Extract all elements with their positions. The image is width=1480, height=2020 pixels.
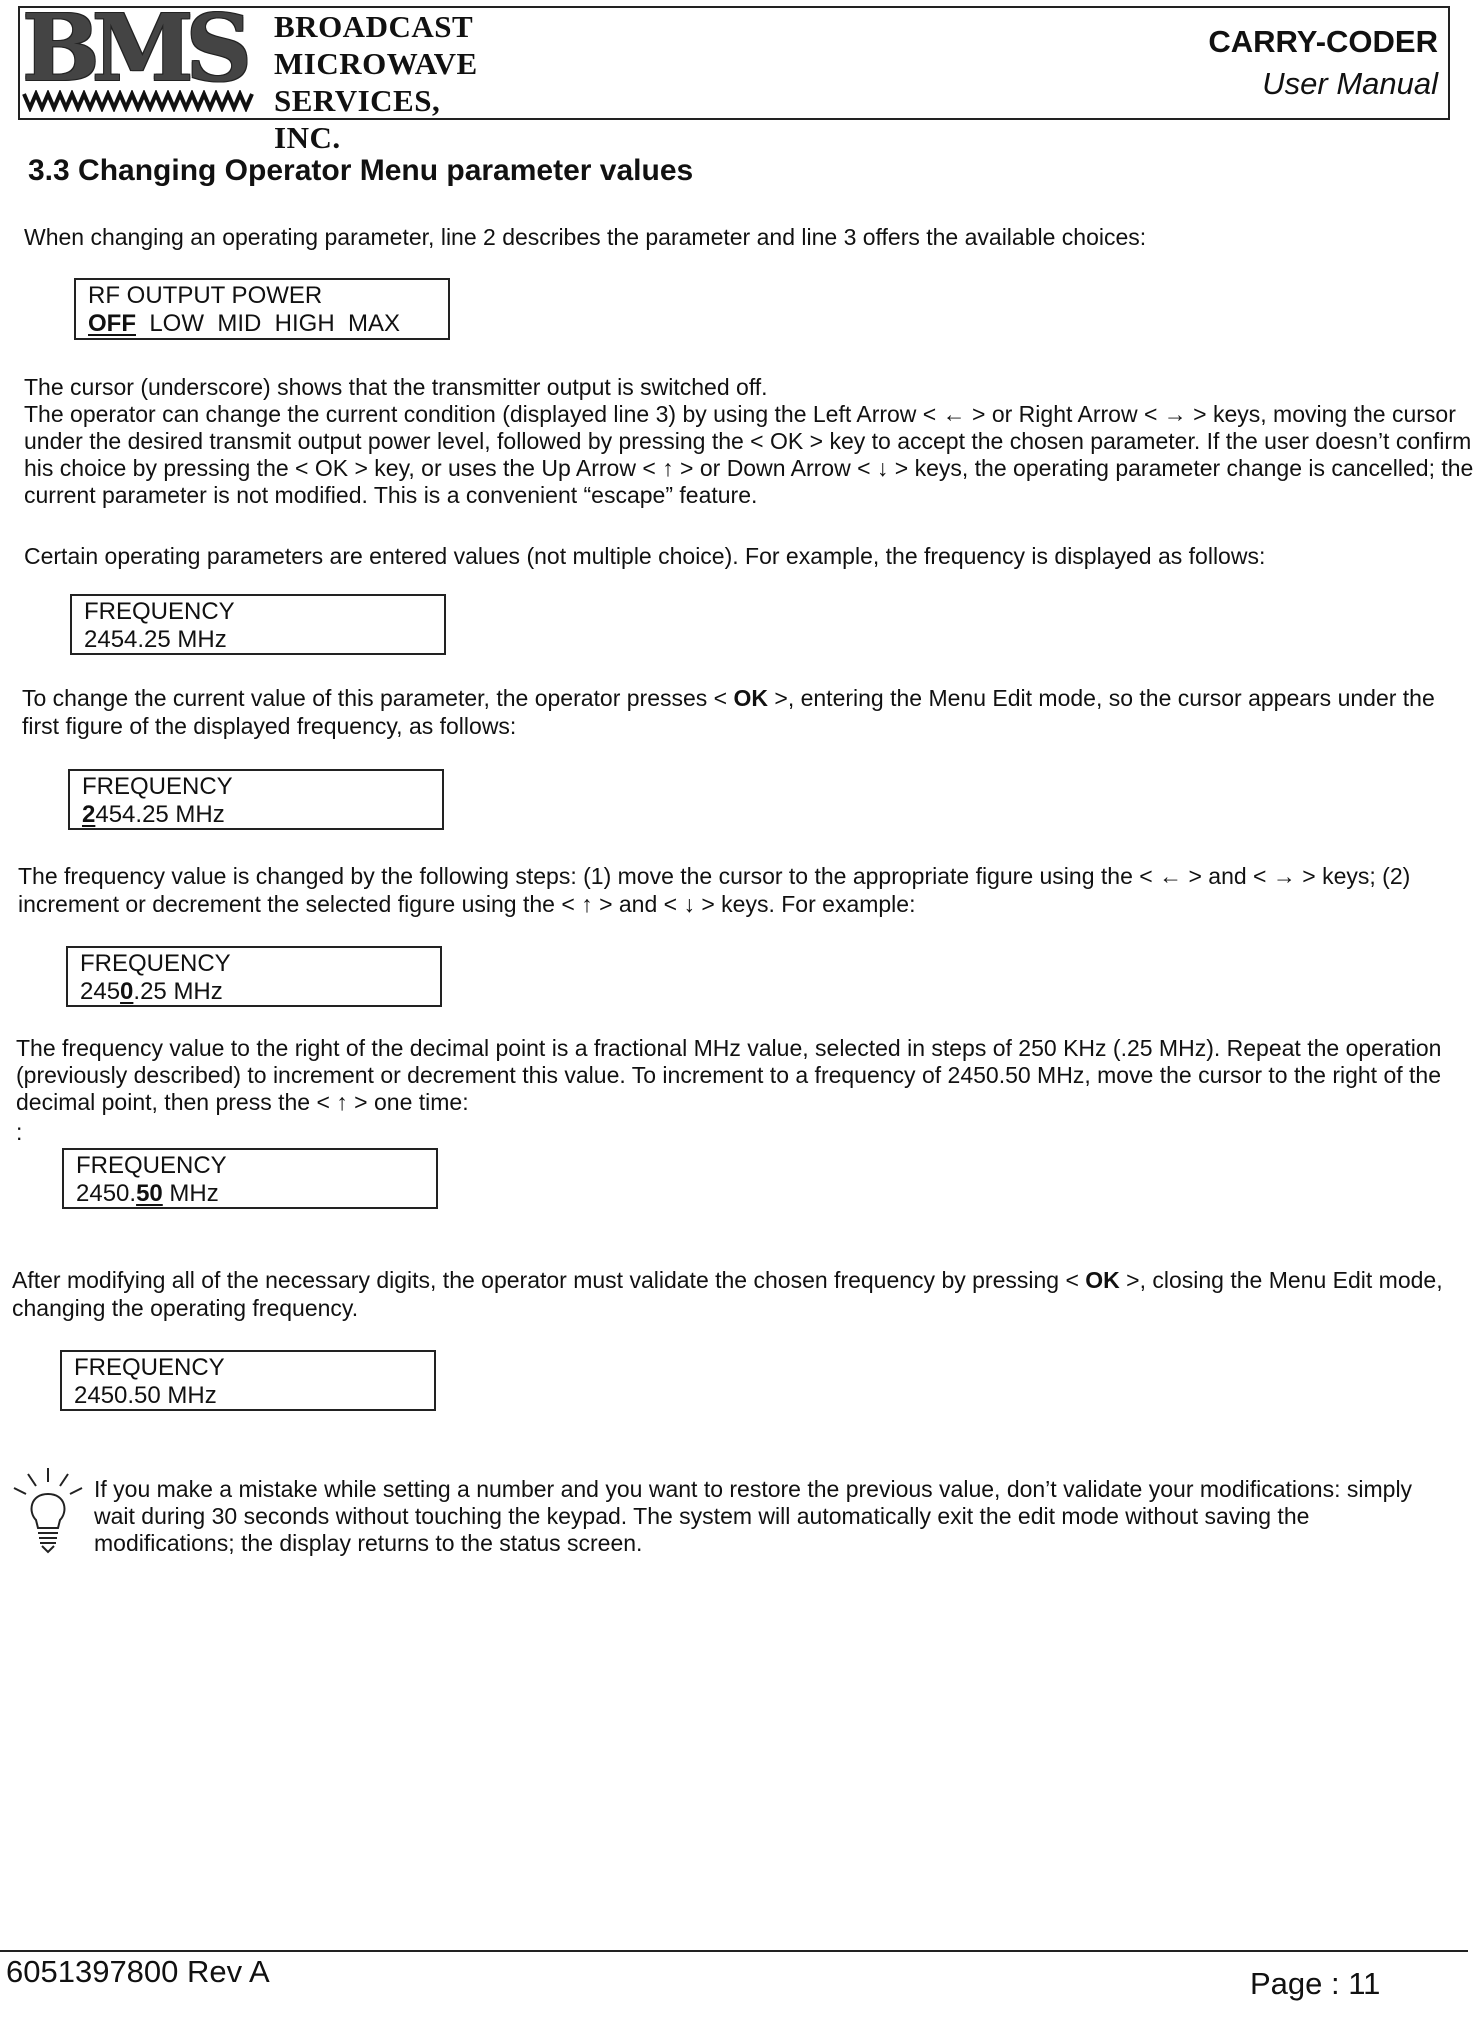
bms-logo (22, 0, 502, 155)
colon-mark: : (16, 1119, 23, 1145)
lcd-line-1: FREQUENCY (76, 1152, 227, 1179)
lcd-text-post: .25 MHz (133, 978, 223, 1005)
lightbulb-icon (8, 1466, 88, 1554)
product-name: CARRY-CODER (1208, 24, 1438, 59)
lcd-frequency-edit-digit (66, 946, 442, 1007)
ok-key-label: OK (1085, 1267, 1120, 1293)
lcd-line-2 (80, 978, 440, 1006)
section-title: 3.3 Changing Operator Menu parameter values (28, 154, 694, 187)
lcd-line-1: FREQUENCY (84, 598, 235, 625)
logo-letters: BMS (22, 0, 245, 102)
lcd-text-post: MHz (162, 1180, 219, 1207)
lcd-frequency-initial (70, 594, 446, 655)
edit-text-post: >, entering the Menu Edit mode, so the cursor appears under the first figure of the displayed frequency, as follows: (22, 685, 1435, 739)
header-right (1208, 20, 1438, 104)
lcd-line-1: FREQUENCY (74, 1354, 225, 1381)
lcd-frequency-edit-first (68, 769, 444, 830)
lcd-rf-output-power (74, 278, 450, 340)
lcd-line-1: FREQUENCY (80, 950, 231, 977)
lcd-line-2: 2450.50 MHz (74, 1382, 217, 1409)
lcd-line-1: FREQUENCY (82, 773, 233, 800)
cursor-paragraph: The cursor (underscore) shows that the transmitter output is switched off. (24, 374, 768, 400)
fractional-paragraph: The frequency value to the right of the decimal point is a fractional MHz value, selected in steps of 250 KHz (.25 MHz). Repeat the operation (previously described) to increment or decrement this value. To increment to a frequency of 2450.50 MHz, move the cursor to the right of the decimal point, then press the < ↑ > one time: (16, 1035, 1442, 1115)
arrows-paragraph: The operator can change the current condition (displayed line 3) by using the Left Arrow < ← > or Right Arrow < → > keys, moving the cursor under the desired transmit output power level, followed by pressing the < OK > key to accept the chosen parameter. If the user doesn’t confirm his choice by pressing the < OK > key, or uses the Up Arrow < ↑ > or Down Arrow < ↓ > keys, the operating parameter change is cancelled; the current parameter is not modified. This is a convenient “escape” feature. (24, 401, 1474, 508)
ok-key-label: OK (733, 685, 768, 711)
lcd-cursor: OFF (88, 310, 136, 337)
validate-text-post: >, closing the Menu Edit mode, changing the operating frequency. (12, 1267, 1443, 1321)
steps-paragraph: The frequency value is changed by the following steps: (1) move the cursor to the appropriate figure using the < ← > and < → > keys; (2) increment or decrement the selected figure using the < ↑ > and < ↓ > keys. For example: (18, 863, 1411, 917)
document-number: 6051397800 Rev A (6, 1954, 270, 1989)
lcd-cursor: 2 (82, 801, 96, 828)
footer-divider (0, 1950, 1468, 1952)
edit-text-pre: To change the current value of this parameter, the operator presses < (22, 685, 734, 711)
intro-paragraph: When changing an operating parameter, line 2 describes the parameter and line 3 offers the available choices: (24, 224, 1147, 250)
validate-paragraph (12, 1266, 1462, 1322)
lcd-cursor: 50 (136, 1180, 163, 1207)
lcd-line-2: 2454.25 MHz (84, 626, 227, 653)
lcd-line-2 (88, 310, 448, 338)
page-header (18, 0, 1450, 155)
entered-values-paragraph: Certain operating parameters are entered values (not multiple choice). For example, the frequency is displayed as follows: (24, 543, 1266, 569)
edit-mode-paragraph (22, 684, 1462, 740)
company-name (274, 8, 502, 156)
lcd-text-post: 454.25 MHz (95, 801, 225, 828)
lcd-text-pre: 2450. (76, 1180, 137, 1207)
wave-icon (22, 90, 262, 112)
lcd-frequency-final (60, 1350, 436, 1411)
validate-text-pre: After modifying all of the necessary digits, the operator must validate the chosen frequency by pressing < (12, 1267, 1086, 1293)
lcd-cursor: 0 (120, 978, 134, 1005)
company-line-3: SERVICES, INC. (274, 83, 441, 155)
lcd-text-pre: 245 (80, 978, 121, 1005)
lcd-choices: LOW MID HIGH MAX (136, 310, 401, 337)
company-line-1: BROADCAST (274, 9, 474, 44)
lcd-line-2 (82, 801, 442, 829)
doc-type: User Manual (1262, 66, 1438, 101)
lcd-line-1: RF OUTPUT POWER (88, 282, 323, 309)
page-number: Page : 11 (1250, 1966, 1381, 2001)
tip-paragraph: If you make a mistake while setting a number and you want to restore the previous value, don’t validate your modifications: simply wait during 30 seconds without touching the keypad. The system will automatically exit the edit mode without saving the modifications; the display returns to the status screen. (94, 1476, 1413, 1556)
lcd-frequency-edit-fraction (62, 1148, 438, 1209)
lcd-line-2 (76, 1180, 436, 1208)
company-line-2: MICROWAVE (274, 46, 478, 81)
